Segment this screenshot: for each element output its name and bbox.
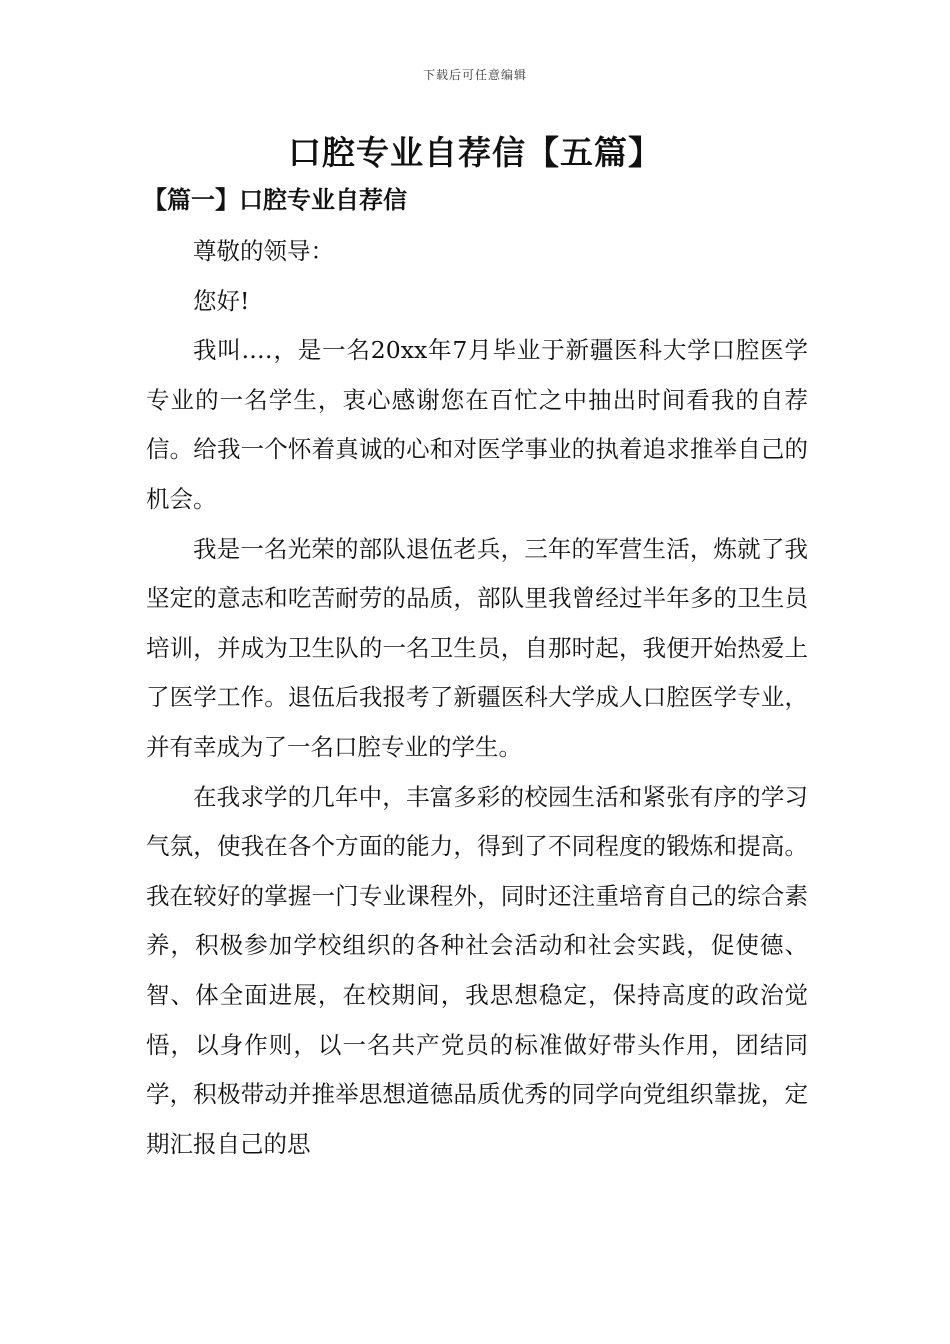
paragraph-introduction: 我叫.…，是一名20xx年7月毕业于新疆医科大学口腔医学专业的一名学生，衷心感谢您在百忙之中抽出时间看我的自荐信。给我一个怀着真诚的心和对医学事业的执着追求推举自己的机会。 bbox=[146, 336, 808, 513]
paragraph-military-background: 我是一名光荣的部队退伍老兵，三年的军营生活，炼就了我坚定的意志和吃苦耐劳的品质，部队里我曾经过半年多的卫生员培训，并成为卫生队的一名卫生员，自那时起，我便开始热爱上了医学工作。退伍后我报考了新疆医科大学成人口腔医学专业，并有幸成为了一名口腔专业的学生。 bbox=[146, 534, 808, 761]
document-title: 口腔专业自荐信【五篇】 bbox=[288, 133, 662, 172]
paragraph-study-experience: 在我求学的几年中，丰富多彩的校园生活和紧张有序的学习气氛，使我在各个方面的能力，得到了不同程度的锻炼和提高。我在较好的掌握一门专业课程外，同时还注重培育自己的综合素养，积极参加学校组织的各种社会活动和社会实践，促使德、智、体全面进展，在校期间，我思想稳定，保持高度的政治觉悟，以身作则，以一名共产党员的标准做好带头作用，团结同学，积极带动并推举思想道德品质优秀的同学向党组织靠拢，定期汇报自己的思 bbox=[146, 782, 808, 1158]
header-note: 下载后可任意编辑 bbox=[422, 68, 527, 82]
greeting: 您好! bbox=[193, 286, 250, 315]
letter-body bbox=[146, 227, 808, 1169]
section-heading: 【篇一】口腔专业自荐信 bbox=[143, 185, 407, 214]
salutation: 尊敬的领导： bbox=[193, 237, 334, 265]
